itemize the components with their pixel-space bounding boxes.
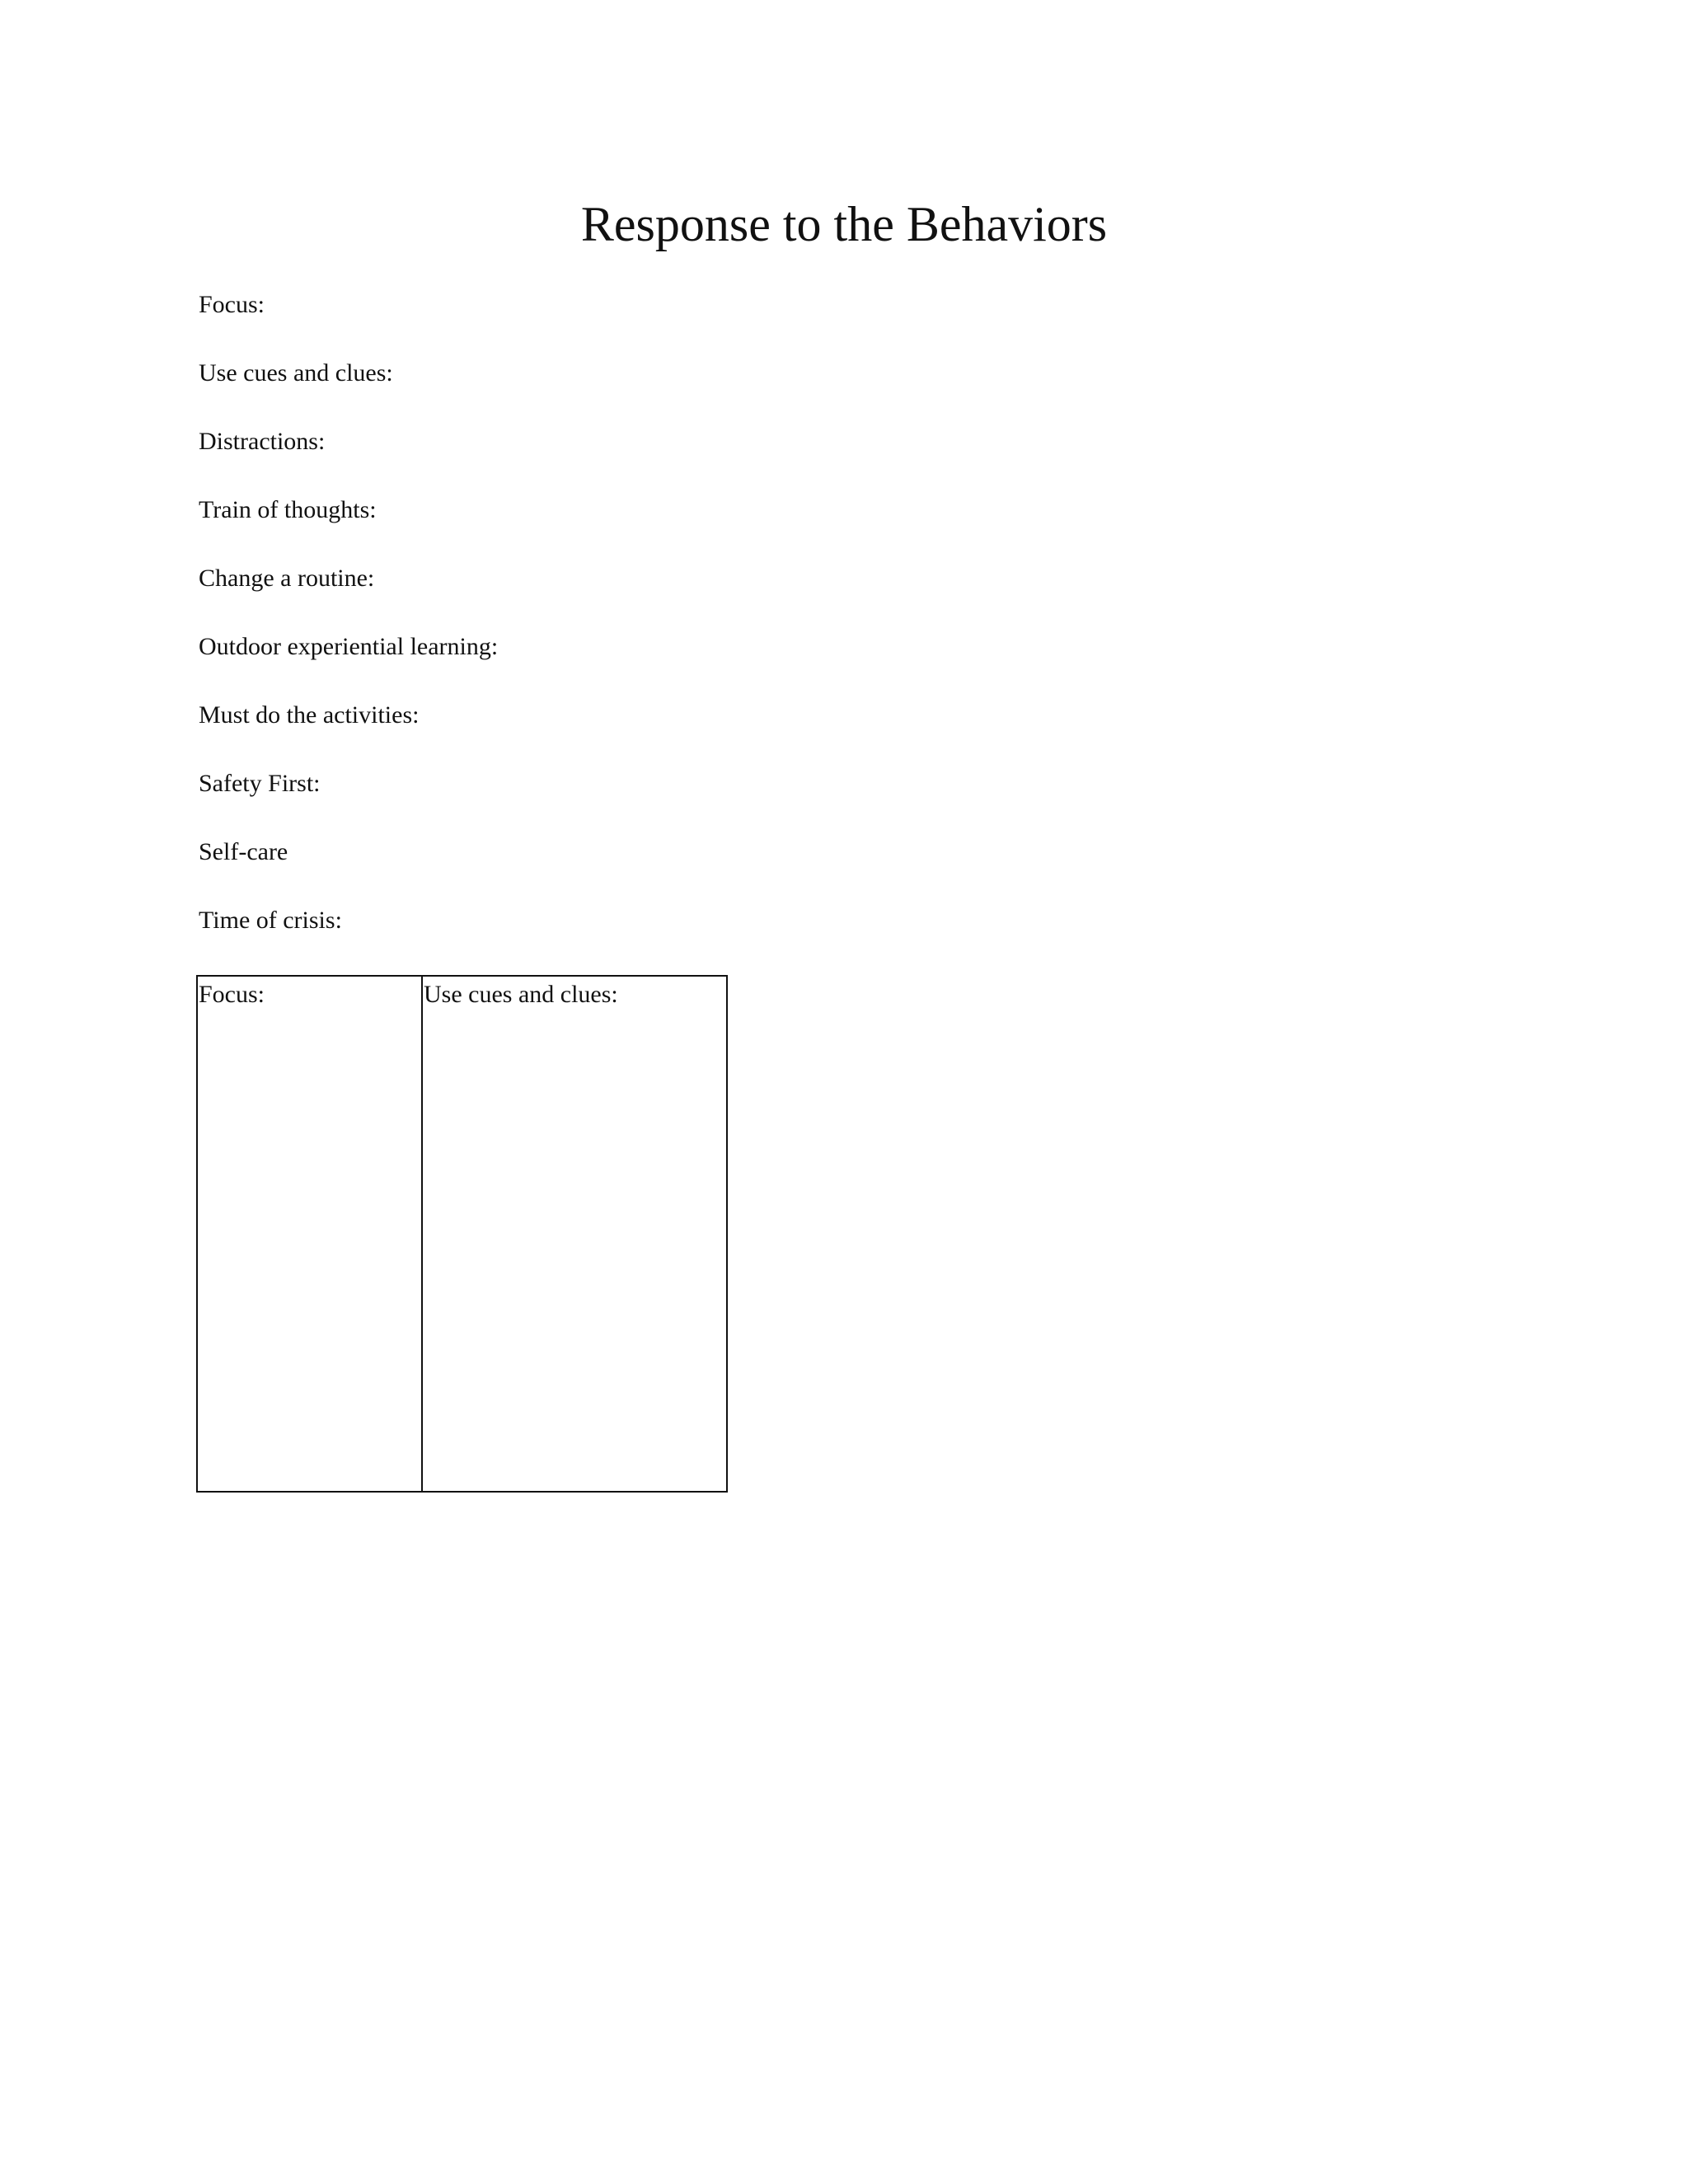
prompt-train-of-thoughts: Train of thoughts: <box>199 496 377 523</box>
prompt-outdoor-experiential-learning: Outdoor experiential learning: <box>199 633 499 660</box>
prompt-distractions: Distractions: <box>199 428 326 455</box>
prompt-self-care: Self-care <box>199 838 288 865</box>
prompt-focus: Focus: <box>199 291 265 318</box>
prompt-change-a-routine: Change a routine: <box>199 565 375 592</box>
prompt-must-do-the-activities: Must do the activities: <box>199 701 420 729</box>
prompt-use-cues-and-clues: Use cues and clues: <box>199 359 393 387</box>
prompt-time-of-crisis: Time of crisis: <box>199 907 342 934</box>
table-cell-focus: Focus: <box>197 976 422 1492</box>
prompt-list <box>199 288 498 972</box>
table-cell-use-cues-and-clues: Use cues and clues: <box>422 976 727 1492</box>
response-table <box>196 975 728 1493</box>
document-title: Response to the Behaviors <box>580 197 1108 251</box>
table-row <box>197 976 727 1492</box>
prompt-safety-first: Safety First: <box>199 770 321 797</box>
